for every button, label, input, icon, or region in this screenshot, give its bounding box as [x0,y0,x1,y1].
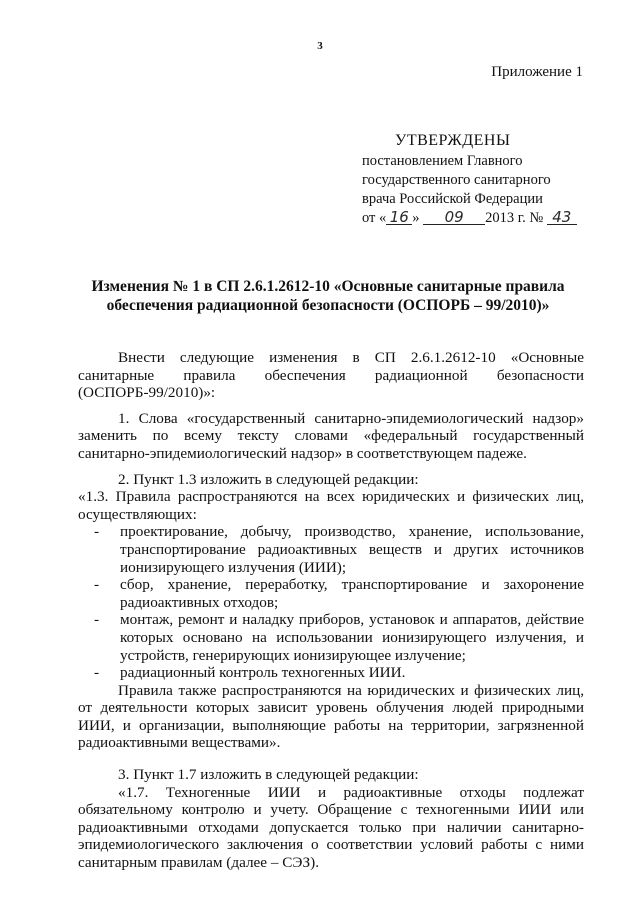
item-3-heading: 3. Пункт 1.7 изложить в следующей редакции: [118,766,419,784]
list-dash: - [94,523,100,541]
heading-line: обеспечения радиационной безопасности (ОСПОРБ – 99/2010)» [106,297,550,314]
approval-line: постановлением Главного [362,153,523,169]
item-2-heading: 2. Пункт 1.3 изложить в следующей редакции: [118,470,419,488]
list-item [78,523,584,576]
date-prefix: от « [362,210,387,226]
approval-title: УТВЕРЖДЕНЫ [395,132,511,149]
list-item [78,611,584,664]
item-2-text: «1.3. Правила распространяются на всех юридических и физических лиц, осуществляющих: [78,488,584,523]
list-item-text: проектирование, добычу, производство, хранение, использование, транспортирование радиоактивных веществ и других источников ионизирующего излучения (ИИИ); [120,523,584,576]
approval-block [362,131,592,228]
document-heading [68,277,588,315]
item-2-tail: Правила также распространяются на юридических и физических лиц, от деятельности которых зависит уровень облучения людей природными ИИИ, и организации, выполняющие работы на территории, загрязненной радиоактивными веществами». [78,681,584,752]
item-3-text: «1.7. Техногенные ИИИ и радиоактивные отходы подлежат обязательному контролю и учету. Обращение с техногенными ИИИ или радиоактивными отходами допускается только при наличии санитарно-эпидемиологического заключения о соответствии условий работы с ними санитарным правилам (далее – СЭЗ). [78,783,584,872]
item-1-paragraph: 1. Слова «государственный санитарно-эпидемиологический надзор» заменить по всему тексту словами «федеральный государственный санитарно-эпидемиологический надзор» в соответствующем падеже. [78,409,584,462]
appendix-label: Приложение 1 [491,64,583,80]
handwritten-number: 43 [547,210,577,225]
list-item-text: монтаж, ремонт и наладку приборов, установок и аппаратов, действие которых основано на использовании ионизирующего излучения, и устройств, генерирующих ионизирующее излучение; [120,611,584,664]
list-dash: - [94,576,100,594]
list-item-text: радиационный контроль техногенных ИИИ. [120,664,406,682]
page-number: 3 [317,40,323,52]
approval-line: врача Российской Федерации [362,191,543,207]
heading-line: Изменения № 1 в СП 2.6.1.2612-10 «Основные санитарные правила [91,278,565,295]
list-dash: - [94,664,100,682]
approval-date-line [362,209,592,228]
document-body [78,349,584,872]
list-item [78,664,584,682]
list-item-text: сбор, хранение, переработку, транспортирование и захоронение радиоактивных отходов; [120,576,584,611]
list-item [78,576,584,611]
approval-line: государственного санитарного [362,172,551,188]
activities-list [78,523,584,681]
handwritten-month: 09 [423,210,485,225]
handwritten-day: 16 [386,210,412,225]
list-dash: - [94,611,100,629]
date-year: 2013 г. № [485,210,544,226]
date-mid: » [412,210,420,226]
intro-paragraph: Внести следующие изменения в СП 2.6.1.2612-10 «Основные санитарные правила обеспечения радиационной безопасности (ОСПОРБ-99/2010)»: [78,349,584,402]
